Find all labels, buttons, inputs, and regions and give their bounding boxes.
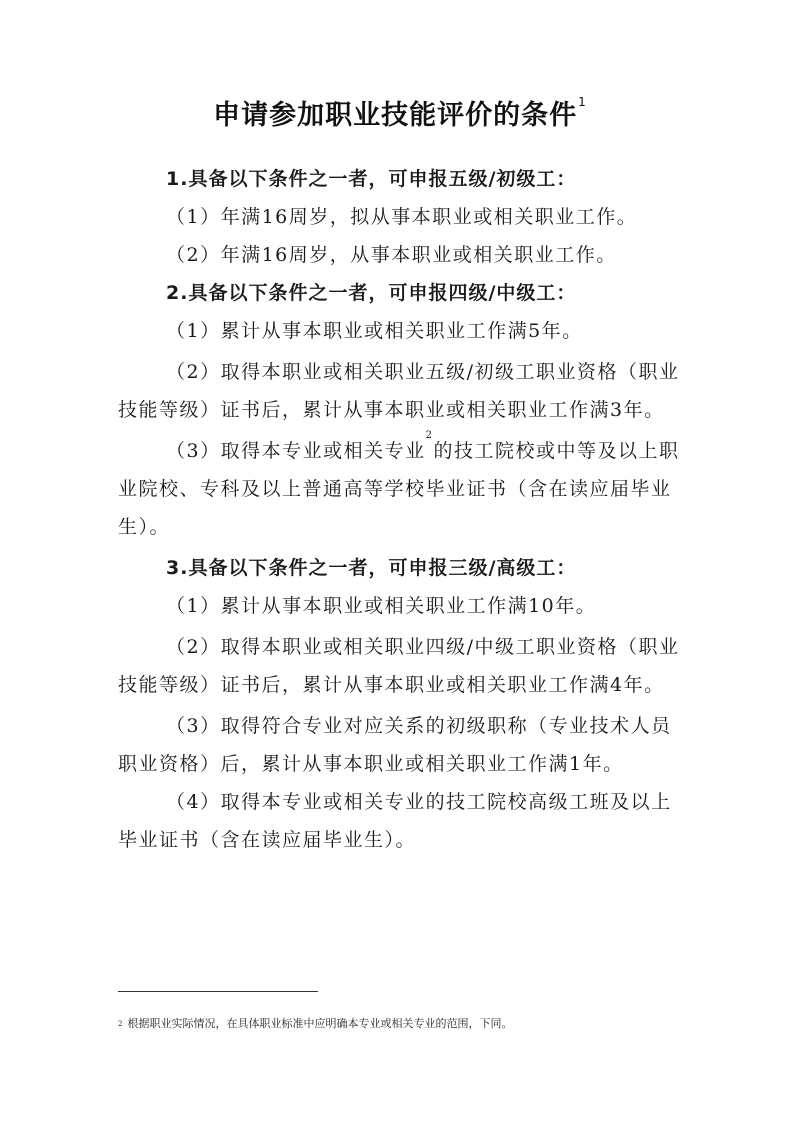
section-3-item-4: （4）取得本专业或相关专业的技工院校高级工班及以上毕业证书（含在读应届毕业生）。: [118, 791, 672, 851]
section-3-item-2: （2）取得本职业或相关职业四级/中级工职业资格（职业技能等级）证书后，累计从事本职业或相关职业工作满4年。: [118, 636, 680, 696]
footnote-mark: 2: [118, 1020, 123, 1028]
title-footnote-mark: 1: [578, 95, 587, 109]
page-title: [0, 93, 800, 132]
section-2-item-3: [118, 432, 688, 546]
section-2-item-3-before: （3）取得本专业或相关专业: [166, 440, 426, 462]
footnote-reference-mark: 2: [425, 430, 434, 441]
section-heading-1: 1.具备以下条件之一者，可申报五级/初级工：: [166, 168, 577, 190]
document-body: [118, 160, 688, 859]
section-1-item-2: （2）年满16周岁，从事本职业或相关职业工作。: [166, 244, 617, 266]
section-2-item-1: （1）累计从事本职业或相关职业工作满5年。: [166, 320, 583, 342]
section-3-item-1: （1）累计从事本职业或相关职业工作满10年。: [166, 595, 597, 617]
section-1-item-1: （1）年满16周岁，拟从事本职业或相关职业工作。: [166, 206, 638, 228]
footnote: [118, 1016, 718, 1032]
section-2-item-2: （2）取得本职业或相关职业五级/初级工职业资格（职业技能等级）证书后，累计从事本职业或相关职业工作满3年。: [118, 361, 680, 421]
section-heading-3: 3.具备以下条件之一者，可申报三级/高级工：: [166, 557, 577, 579]
title-text: 申请参加职业技能评价的条件: [213, 100, 578, 131]
section-heading-2: 2.具备以下条件之一者，可申报四级/中级工：: [166, 282, 577, 304]
section-3-item-3: （3）取得符合专业对应关系的初级职称（专业技术人员职业资格）后，累计从事本职业或相关职业工作满1年。: [118, 715, 672, 775]
footnote-text: 根据职业实际情况，在具体职业标准中应明确本专业或相关专业的范围，下同。: [127, 1017, 513, 1030]
section-2-item-3-after: 的技工院校或中等及以上职业院校、专科及以上普通高等学校毕业证书（含在读应届毕业生）。: [118, 440, 680, 538]
footnote-divider: [118, 991, 318, 992]
